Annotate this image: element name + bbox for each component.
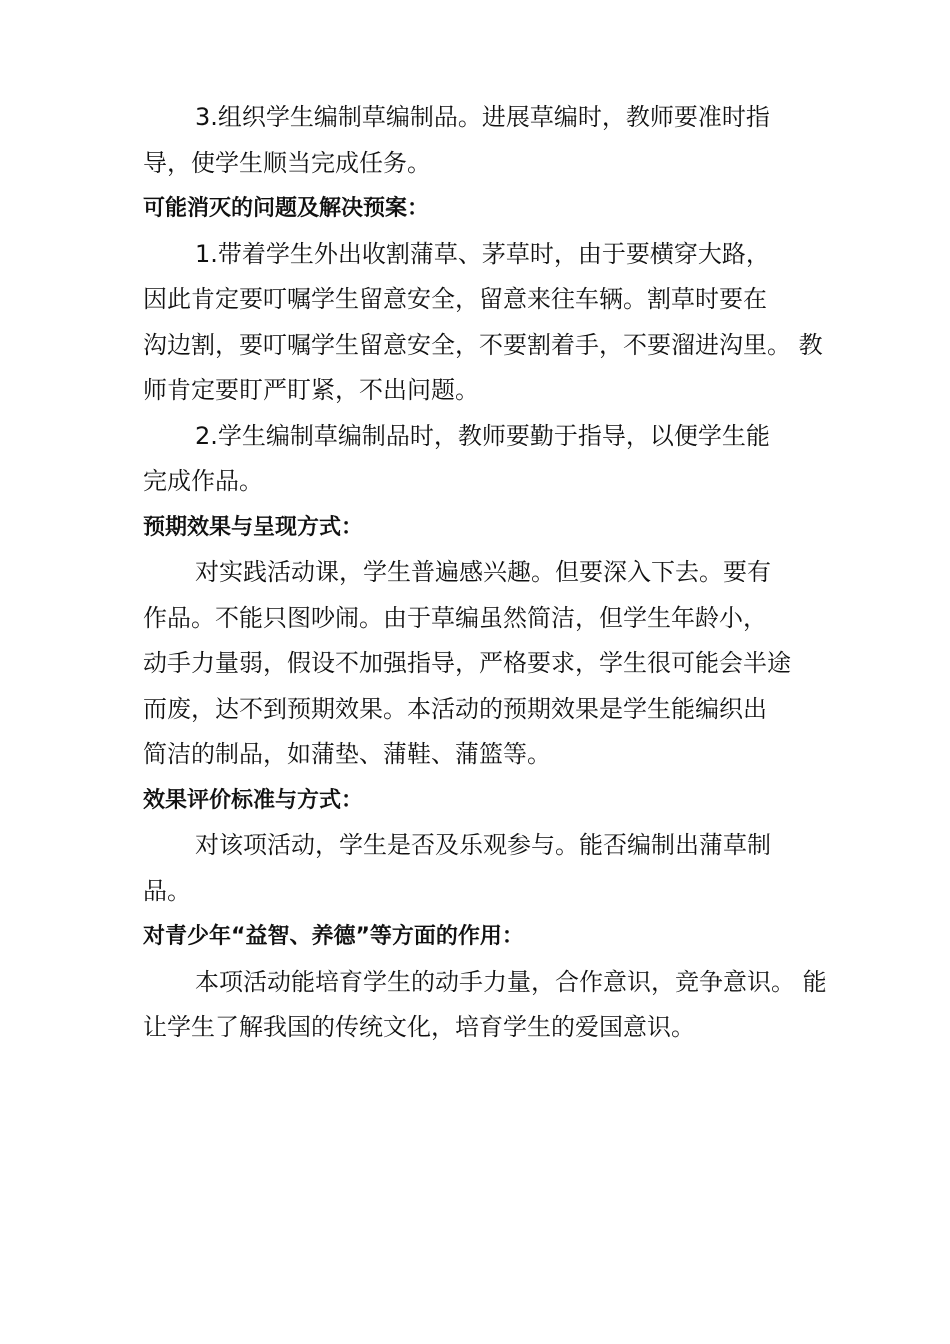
document-body <box>143 95 827 1051</box>
section-heading-effects: 对青少年“益智、养德”等方面的作用： <box>143 924 524 949</box>
paragraph-evaluation <box>143 823 823 914</box>
text-line: 品。 <box>143 876 191 905</box>
section-heading-expected-results: 预期效果与呈现方式： <box>143 514 364 540</box>
paragraph-problem-1 <box>143 232 823 414</box>
text-line: 本项活动能培育学生的动手力量，合作意识，竞争意识。 能 <box>195 967 827 996</box>
paragraph-step-3 <box>143 95 823 186</box>
paragraph-effects <box>143 960 827 1051</box>
text-line: 让学生了解我国的传统文化，培育学生的爱国意识。 <box>143 1013 695 1041</box>
text-line: 3.组织学生编制草编制品。进展草编时，教师要准时指 <box>195 103 770 131</box>
text-line: 完成作品。 <box>143 467 263 495</box>
paragraph-problem-2 <box>143 414 823 505</box>
text-line: 而废，达不到预期效果。本活动的预期效果是学生能编织出 <box>143 694 767 723</box>
text-line: 作品。不能只图吵闹。由于草编虽然简洁，但学生年龄小， <box>143 603 767 632</box>
text-line: 沟边割，要叮嘱学生留意安全，不要割着手，不要溜进沟里。 教 <box>143 330 823 359</box>
text-line: 对该项活动，学生是否及乐观参与。能否编制出蒲草制 <box>195 831 771 859</box>
paragraph-expected-results <box>143 550 823 778</box>
text-line: 导，使学生顺当完成任务。 <box>143 148 431 177</box>
section-heading-problems: 可能消灭的问题及解决预案： <box>143 196 430 221</box>
text-line: 1.带着学生外出收割蒲草、茅草时，由于要横穿大路， <box>195 239 770 268</box>
text-line: 对实践活动课，学生普遍感兴趣。但要深入下去。要有 <box>195 558 771 586</box>
text-line: 动手力量弱，假设不加强指导，严格要求，学生很可能会半途 <box>143 649 791 677</box>
text-line: 2.学生编制草编制品时，教师要勤于指导，以便学生能 <box>195 421 770 450</box>
text-line: 师肯定要盯严盯紧，不出问题。 <box>143 376 479 404</box>
text-line: 因此肯定要叮嘱学生留意安全，留意来往车辆。割草时要在 <box>143 285 767 313</box>
text-line: 简洁的制品，如蒲垫、蒲鞋、蒲篮等。 <box>143 740 551 768</box>
section-heading-evaluation: 效果评价标准与方式： <box>143 787 364 813</box>
